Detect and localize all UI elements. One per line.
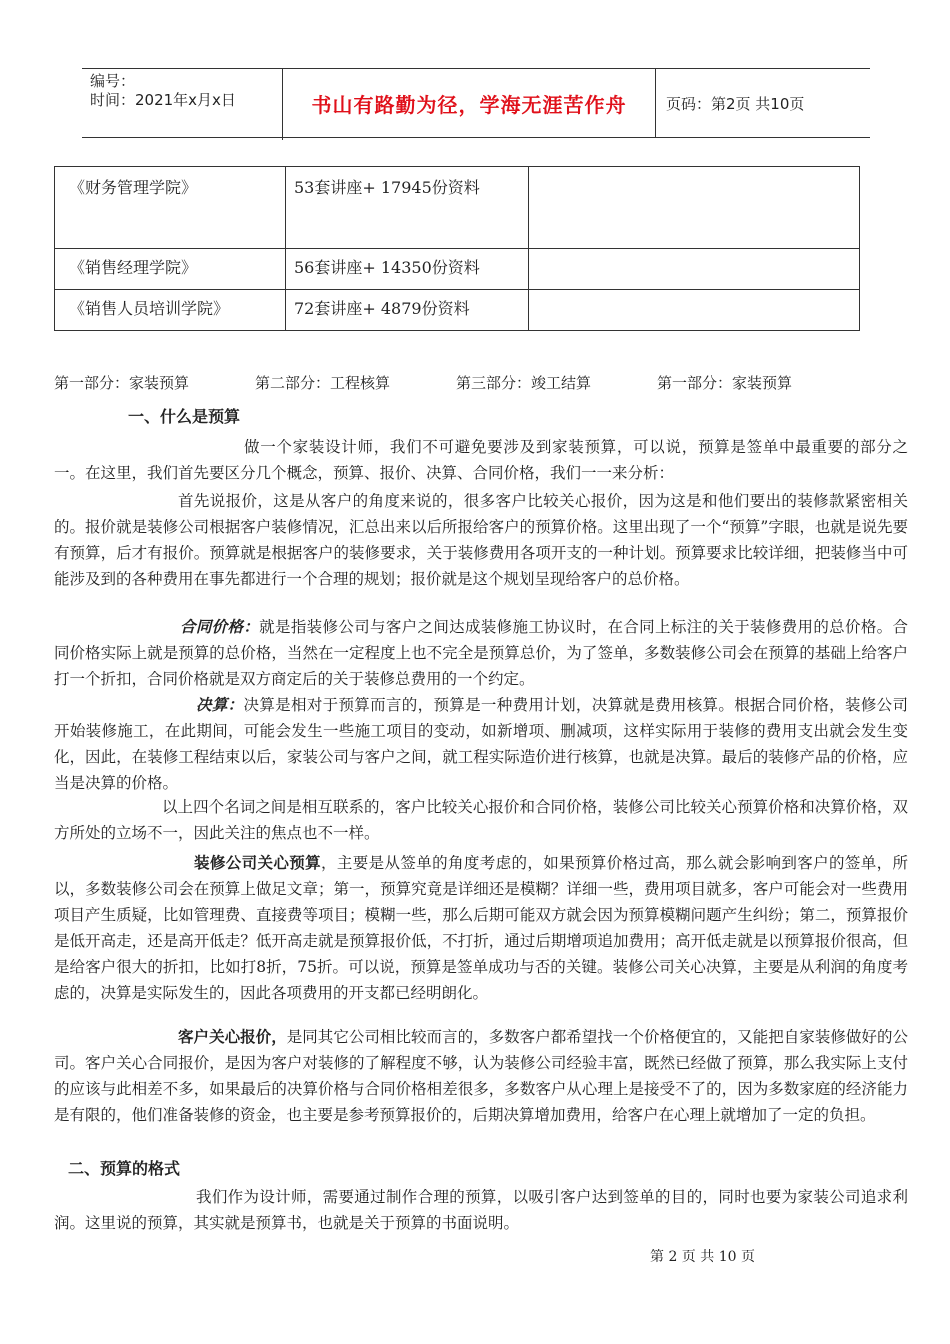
paragraph: 决算：决算是相对于预算而言的，预算是一种费用计划，决算就是费用核算。根据合同价格，装修公司开始装修施工，在此期间，可能会发生一些施工项目的变动，如新增项、删减项，这样实际用于装修的费用支出就会发生变化，因此，在装修工程结束以后，家装公司与客户之间，就工程实际造价进行核算，也就是决算。最后的装修产品的价格，应当是决算的价格。 xyxy=(54,695,908,792)
course-content: 72套讲座+ 4879份资料 xyxy=(286,290,529,331)
paragraph: 以上四个名词之间是相互联系的，客户比较关心报价和合同价格，装修公司比较关心预算价格和决算价格，双方所处的立场不一，因此关注的焦点也不一样。 xyxy=(54,798,908,842)
paragraph: 我们作为设计师，需要通过制作合理的预算，以吸引客户达到签单的目的，同时也要为家装公司追求利润。这里说的预算，其实就是预算书，也就是关于预算的书面说明。 xyxy=(54,1188,908,1232)
part-label: 第三部分：竣工结算 xyxy=(456,374,592,392)
course-extra xyxy=(529,167,860,249)
part-label: 第一部分：家装预算 xyxy=(54,374,190,392)
parts-line xyxy=(54,372,874,393)
header-page-label: 页码：第2页 共10页 xyxy=(666,94,805,113)
section-title: 一、什么是预算 xyxy=(128,407,241,426)
course-name: 《销售经理学院》 xyxy=(55,249,286,290)
number-label: 编号： xyxy=(90,72,136,90)
time-label: 时间：2021年x月x日 xyxy=(90,91,236,109)
term-label: 客户关心报价， xyxy=(178,1028,287,1046)
paragraph: 客户关心报价，是同其它公司相比较而言的，多数客户都希望找一个价格便宜的，又能把自家装修做好的公司。客户关心合同报价，是因为客户对装修的了解程度不够，认为装修公司经验丰富，既然已经做了预算，那么我实际上支付的应该与此相差不多，如果最后的决算价格与合同价格相差很多，多数客户从心理上是接受不了的，因为多数家庭的经济能力是有限的，他们准备装修的资金，也主要是参考预算报价的，后期决算增加费用，给客户在心理上就增加了一定的负担。 xyxy=(54,1028,908,1124)
page-footer: 第 2 页 共 10 页 xyxy=(650,1249,755,1265)
table-row xyxy=(55,249,860,290)
term-label: 合同价格： xyxy=(180,617,260,636)
header-meta xyxy=(82,69,283,140)
paragraph: 合同价格：就是指装修公司与客户之间达成装修施工协议时，在合同上标注的关于装修费用的总价格。合同价格实际上就是预算的总价格，当然在一定程度上也不完全是预算总价，为了签单，多数装修公司会在预算的基础上给客户打一个折扣，合同价格就是双方商定后的关于装修总费用的一个约定。 xyxy=(54,617,908,688)
table-row xyxy=(55,290,860,331)
table-row xyxy=(55,167,860,249)
part-label: 第一部分：家装预算 xyxy=(657,374,793,392)
paragraph: 做一个家装设计师，我们不可避免要涉及到家装预算，可以说，预算是签单中最重要的部分之一。在这里，我们首先要区分几个概念，预算、报价、决算、合同价格，我们一一来分析： xyxy=(54,438,908,482)
term-label: 决算： xyxy=(196,695,244,714)
course-name: 《财务管理学院》 xyxy=(55,167,286,249)
term-label: 装修公司关心预算 xyxy=(194,854,321,872)
course-content: 53套讲座+ 17945份资料 xyxy=(286,167,529,249)
course-content: 56套讲座+ 14350份资料 xyxy=(286,249,529,290)
course-table xyxy=(54,166,860,331)
paragraph: 首先说报价，这是从客户的角度来说的，很多客户比较关心报价，因为这是和他们要出的装修款紧密相关的。报价就是装修公司根据客户装修情况，汇总出来以后所报给客户的预算价格。这里出现了一个“预算”字眼，也就是说先要有预算，后才有报价。预算就是根据客户的装修要求，关于装修费用各项开支的一种计划。预算要求比较详细，把装修当中可能涉及到的各种费用在事先都进行一个合理的规划；报价就是这个规划呈现给客户的总价格。 xyxy=(54,492,908,588)
part-label: 第二部分：工程核算 xyxy=(255,374,391,392)
section-title: 二、预算的格式 xyxy=(68,1159,181,1178)
course-name: 《销售人员培训学院》 xyxy=(55,290,286,331)
course-extra xyxy=(529,249,860,290)
paragraph: 装修公司关心预算，主要是从签单的角度考虑的，如果预算价格过高，那么就会影响到客户的签单，所以，多数装修公司会在预算上做足文章；第一，预算究竟是详细还是模糊？详细一些，费用项目就多，客户可能会对一些费用项目产生质疑，比如管理费、直接费等项目；模糊一些，那么后期可能双方就会因为预算模糊问题产生纠纷；第二，预算报价是低开高走，还是高开低走？低开高走就是预算报价低，不打折，通过后期增项追加费用；高开低走就是以预算报价很高，但是给客户很大的折扣，比如打8折，75折。可以说，预算是签单成功与否的关键。装修公司关心决算，主要是从利润的角度考虑的，决算是实际发生的，因此各项费用的开支都已经明朗化。 xyxy=(54,854,908,1002)
page-header xyxy=(82,68,870,138)
course-extra xyxy=(529,290,860,331)
header-motto: 书山有路勤为径，学海无涯苦作舟 xyxy=(283,69,656,137)
